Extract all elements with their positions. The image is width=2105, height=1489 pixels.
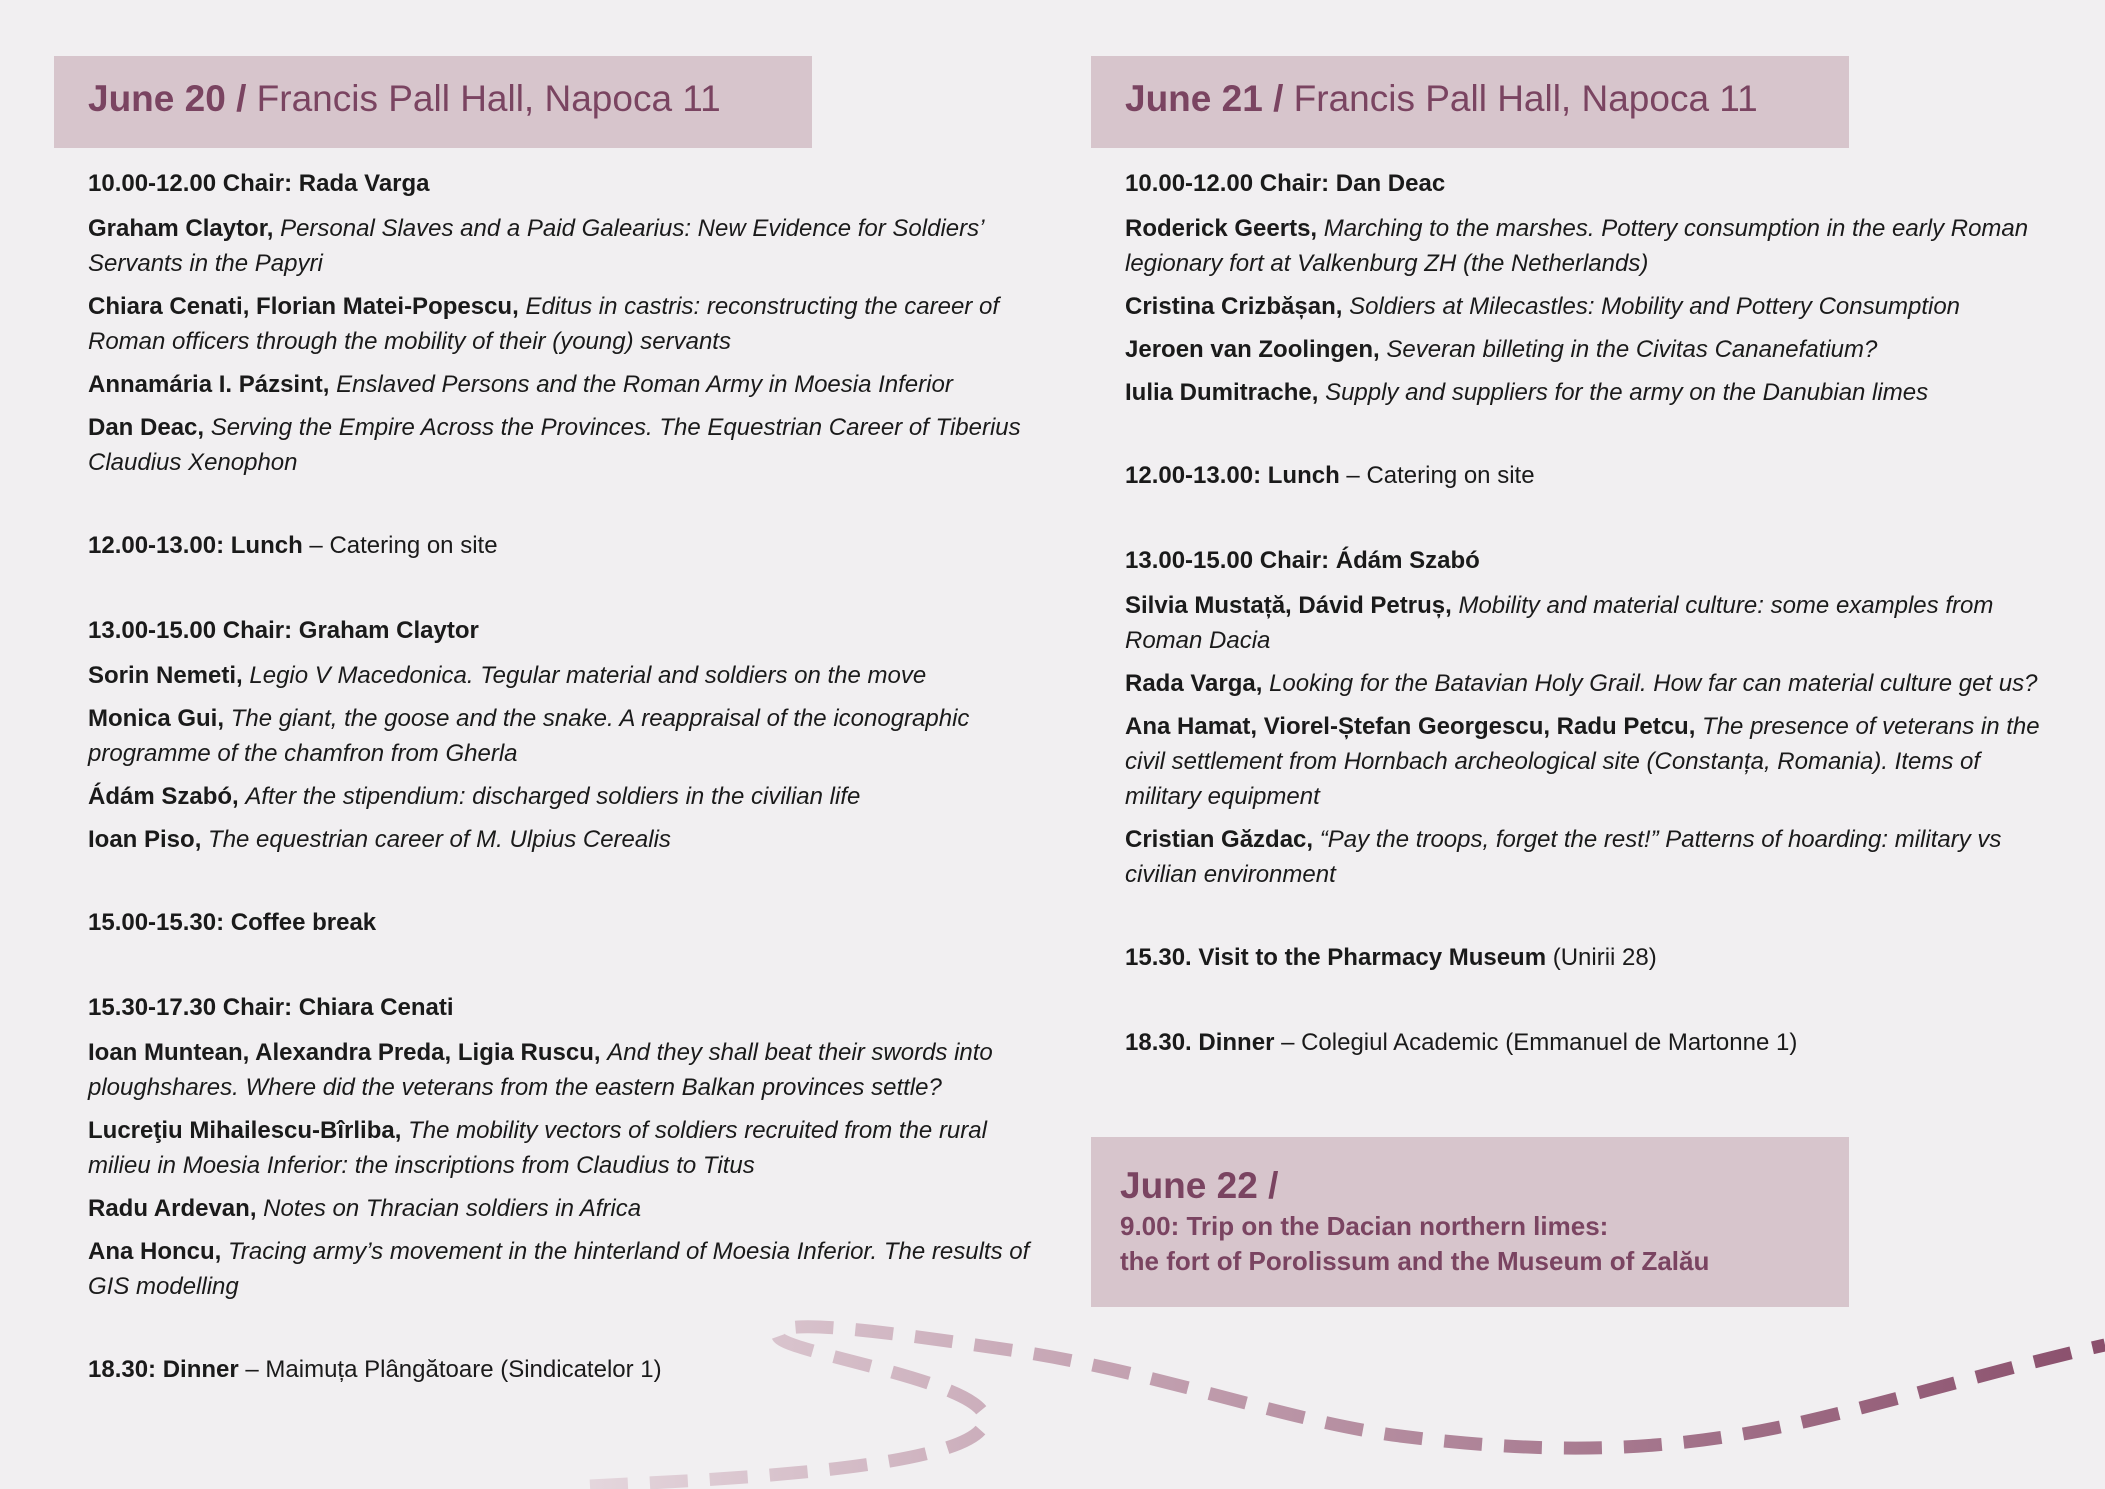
dashed-route-path (590, 1327, 2105, 1486)
talk-speakers: Silvia Mustață, Dávid Petruș, (1125, 592, 1452, 619)
talk-speakers: Ioan Muntean, Alexandra Preda, Ligia Ruscu, (88, 1039, 601, 1066)
talk-title: Severan billeting in the Civitas Cananefatium? (1386, 336, 1878, 363)
talk-title: The equestrian career of M. Ulpius Cerealis (208, 826, 671, 853)
session-title: 10.00-12.00 Chair: Rada Varga (88, 170, 430, 197)
talk-speakers: Annamária I. Pázsint, (88, 371, 330, 398)
talk-speakers: Radu Ardevan, (88, 1195, 257, 1222)
talk-speakers: Graham Claytor, (88, 215, 274, 242)
talk-title: Looking for the Batavian Holy Grail. How far can material culture get us? (1269, 670, 2038, 697)
talk-speakers: Cristina Crizbășan, (1125, 293, 1343, 320)
talk-title: And they shall beat their swords into ploughshares. Where did the veterans from the eastern Balkan provinces settle? (88, 1039, 993, 1101)
day-date: June 22 / (1120, 1165, 1279, 1206)
talk-speakers: Sorin Nemeti, (88, 662, 243, 689)
talk-title: Notes on Thracian soldiers in Africa (263, 1195, 642, 1222)
break-time: 12.00-13.00: Lunch (88, 532, 303, 559)
talk-title: Editus in castris: reconstructing the career of Roman officers through the mobility of their (young) servants (88, 293, 999, 355)
talk-title: Personal Slaves and a Paid Galearius: New Evidence for Soldiers’ Servants in the Papyri (88, 215, 984, 277)
talk-title: Marching to the marshes. Pottery consumption in the early Roman legionary fort at Valkenburg ZH (the Netherlands) (1125, 215, 2029, 277)
talk-title: Soldiers at Milecastles: Mobility and Pottery Consumption (1349, 293, 1961, 320)
talk-title: Tracing army’s movement in the hinterland of Moesia Inferior. The results of GIS modelling (88, 1238, 1030, 1300)
talk-title: The presence of veterans in the civil settlement from Hornbach archeological site (Constanța, Romania). Items of military equipment (1125, 713, 2040, 810)
talk-title: After the stipendium: discharged soldiers in the civilian life (245, 783, 861, 810)
day-venue: Francis Pall Hall, Napoca 11 (1293, 78, 1758, 119)
break-time: 15.30. Visit to the Pharmacy Museum (1125, 944, 1547, 971)
talk-title: Enslaved Persons and the Roman Army in Moesia Inferior (336, 371, 953, 398)
talk-speakers: Ádám Szabó, (88, 783, 239, 810)
talk-title: Supply and suppliers for the army on the Danubian limes (1325, 379, 1929, 406)
break-time: 18.30: Dinner (88, 1356, 239, 1383)
break-time: 15.00-15.30: Coffee break (88, 909, 377, 936)
day-venue: Francis Pall Hall, Napoca 11 (256, 78, 721, 119)
break-time: 12.00-13.00: Lunch (1125, 462, 1340, 489)
trip-line: the fort of Porolissum and the Museum of Zalău (1120, 1246, 1710, 1276)
talk-speakers: Rada Varga, (1125, 670, 1263, 697)
day-separator: / (225, 78, 257, 119)
talk-title: “Pay the troops, forget the rest!” Patterns of hoarding: military vs civilian environment (1125, 826, 2002, 888)
talk-title: The mobility vectors of soldiers recruited from the rural milieu in Moesia Inferior: the inscriptions from Claudius to Titus (88, 1117, 987, 1179)
break-detail: (Unirii 28) (1546, 944, 1657, 971)
break-detail: – Maimuța Plângătoare (Sindicatelor 1) (238, 1356, 662, 1383)
talk-speakers: Monica Gui, (88, 705, 225, 732)
talk-speakers: Jeroen van Zoolingen, (1125, 336, 1380, 363)
break-detail: – Colegiul Academic (Emmanuel de Martonne 1) (1274, 1029, 1798, 1056)
break-detail: – Catering on site (302, 532, 498, 559)
talk-speakers: Iulia Dumitrache, (1125, 379, 1319, 406)
session-title: 13.00-15.00 Chair: Graham Claytor (88, 617, 479, 644)
day-date: June 20 (88, 78, 226, 119)
talk-speakers: Chiara Cenati, Florian Matei-Popescu, (88, 293, 519, 320)
day-date: June 21 (1125, 78, 1263, 119)
session-title: 13.00-15.00 Chair: Ádám Szabó (1125, 547, 1480, 574)
trip-line: 9.00: Trip on the Dacian northern limes: (1120, 1211, 1609, 1241)
break-time: 18.30. Dinner (1125, 1029, 1275, 1056)
talk-title: The giant, the goose and the snake. A reappraisal of the iconographic programme of the chamfron from Gherla (88, 705, 970, 767)
talk-speakers: Lucreţiu Mihailescu-Bîrliba, (88, 1117, 402, 1144)
talk-speakers: Ioan Piso, (88, 826, 202, 853)
session-title: 15.30-17.30 Chair: Chiara Cenati (88, 994, 454, 1021)
talk-title: Legio V Macedonica. Tegular material and soldiers on the move (249, 662, 927, 689)
talk-title: Serving the Empire Across the Provinces. The Equestrian Career of Tiberius Claudius Xenophon (88, 414, 1021, 476)
talk-title: Mobility and material culture: some examples from Roman Dacia (1125, 592, 1994, 654)
day-separator: / (1262, 78, 1294, 119)
session-title: 10.00-12.00 Chair: Dan Deac (1125, 170, 1446, 197)
talk-speakers: Dan Deac, (88, 414, 205, 441)
talk-speakers: Ana Hamat, Viorel-Ștefan Georgescu, Radu Petcu, (1125, 713, 1696, 740)
talk-speakers: Ana Honcu, (88, 1238, 222, 1265)
break-detail: – Catering on site (1339, 462, 1535, 489)
talk-speakers: Roderick Geerts, (1125, 215, 1318, 242)
talk-speakers: Cristian Găzdac, (1125, 826, 1314, 853)
